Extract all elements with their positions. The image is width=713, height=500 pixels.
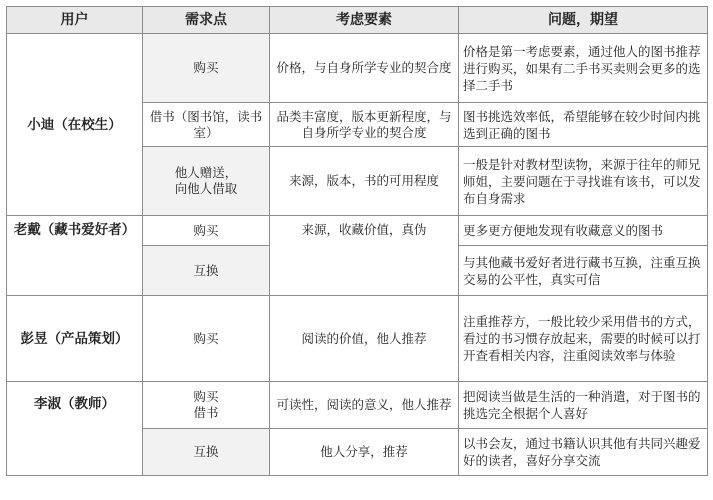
factor-cell: 可读性，阅读的意义，他人推荐 [270, 382, 459, 429]
factor-cell: 价格，与自身所学专业的契合度 [270, 34, 459, 103]
table-row [7, 34, 708, 103]
header-need: 需求点 [143, 7, 270, 34]
need-line: 他人赠送， [174, 165, 238, 180]
factor-cell: 来源，收藏价值，真伪 [270, 216, 459, 296]
header-row [7, 7, 708, 34]
need-cell: 购买 [143, 296, 270, 382]
user-cell: 小迪（在校生） [7, 34, 143, 216]
issue-cell: 一般是针对教材型读物，来源于往年的师兄师姐，主要问题在于寻找谁有该书，可以发布自身需求 [459, 147, 708, 216]
user-cell: 老戴（藏书爱好者） [7, 216, 143, 296]
table-row [7, 296, 708, 382]
factor-cell: 阅读的价值，他人推荐 [270, 296, 459, 382]
need-cell: 互换 [143, 246, 270, 296]
issue-cell: 以书会友，通过书籍认识其他有共同兴趣爱好的读者，喜好分享交流 [459, 429, 708, 476]
issue-cell: 注重推荐方，一般比较少采用借书的方式，看过的书习惯存放起来，需要的时候可以打开查看相关内容，注重阅读效率与体验 [459, 296, 708, 382]
user-cell: 彭昱（产品策划） [7, 296, 143, 382]
need-cell: 购买 [143, 34, 270, 103]
factor-cell: 他人分享，推荐 [270, 429, 459, 476]
user-cell: 李淑（教师） [7, 382, 143, 476]
issue-cell: 价格是第一考虑要素，通过他人的图书推荐进行购买，如果有二手书买卖则会更多的选择二手书 [459, 34, 708, 103]
need-cell: 借书（图书馆，读书室） [143, 103, 270, 147]
need-cell [143, 147, 270, 216]
need-line: 向他人借取 [174, 181, 238, 196]
need-line: 借书 [193, 405, 219, 420]
need-cell: 互换 [143, 429, 270, 476]
issue-cell: 与其他藏书爱好者进行藏书互换，注重互换交易的公平性，真实可信 [459, 246, 708, 296]
issue-cell: 把阅读当做是生活的一种消遣，对于图书的挑选完全根据个人喜好 [459, 382, 708, 429]
header-issue: 问题，期望 [459, 7, 708, 34]
need-cell [143, 382, 270, 429]
need-line: 购买 [193, 389, 219, 404]
issue-cell: 图书挑选效率低，希望能够在较少时间内挑选到正确的图书 [459, 103, 708, 147]
user-requirements-table [6, 6, 708, 476]
issue-cell: 更多更方便地发现有收藏意义的图书 [459, 216, 708, 246]
table-row [7, 216, 708, 246]
need-cell: 购买 [143, 216, 270, 246]
factor-cell: 来源，版本，书的可用程度 [270, 147, 459, 216]
table-row [7, 382, 708, 429]
factor-cell: 品类丰富度，版本更新程度，与自身所学专业的契合度 [270, 103, 459, 147]
header-user: 用户 [7, 7, 143, 34]
header-factor: 考虑要素 [270, 7, 459, 34]
